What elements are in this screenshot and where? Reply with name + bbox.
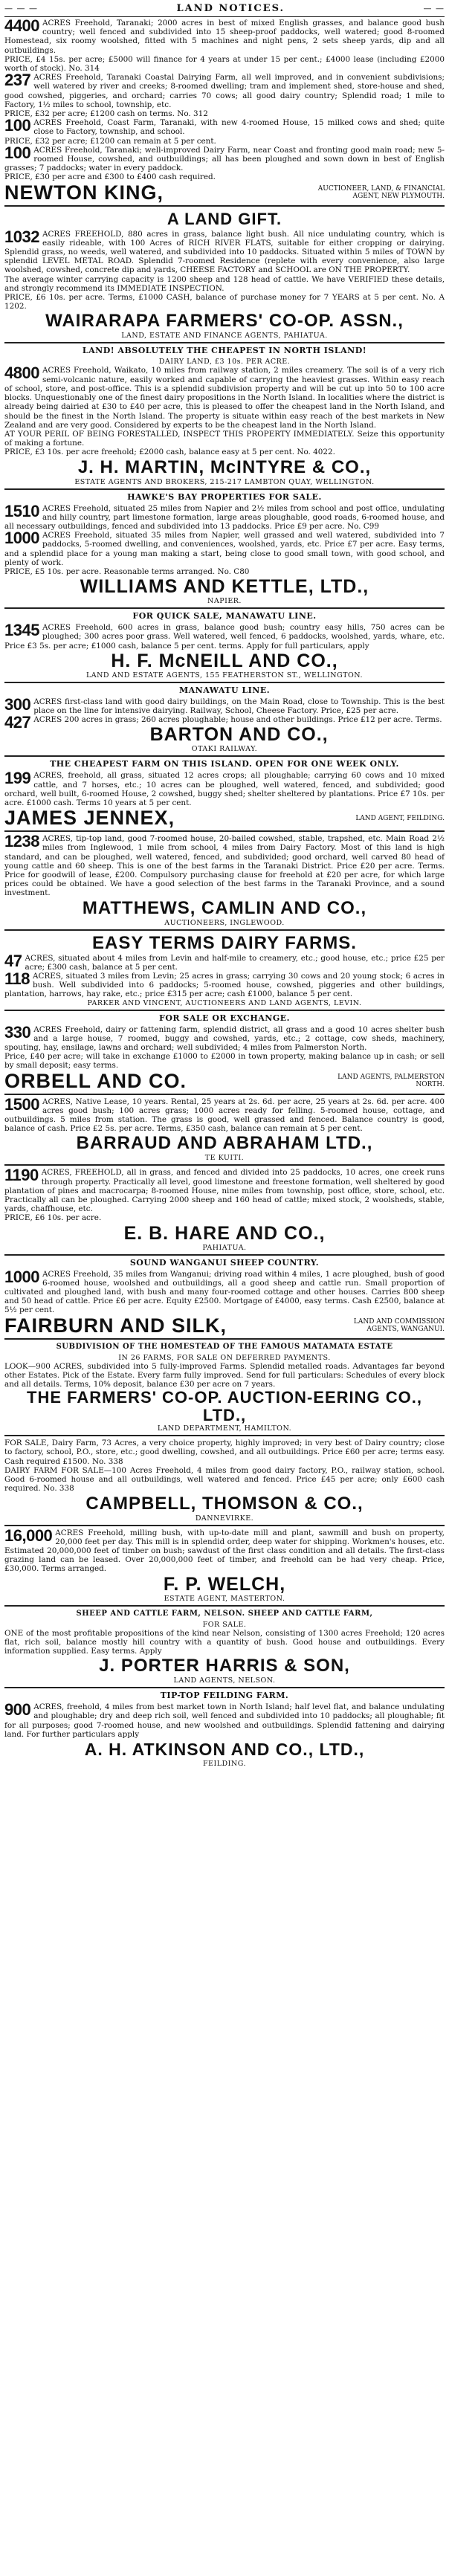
ad-porter-harris (4, 1609, 445, 1685)
agent-name: PARKER AND VINCENT, AUCTIONEERS AND LAND AGENTS, LEVIN. (87, 998, 362, 1007)
listing-text: DAIRY FARM FOR SALE—100 Acres Freehold, 4 miles from good dairy factory, P.O., railway station, school. Good 6-roomed house and all outbuildings, well watered and fenced. Price £45 per acre; only £600 cash required. No. 338 (4, 1465, 445, 1494)
listing-text: LOOK—900 ACRES, subdivided into 5 fully-improved Farms. Splendid metalled roads. Advantages far beyond other Estates. Pick of the Estate. Every farm fully improved. Send for full particulars: Schedules of every block and all details. Terms, 10% deposit, balance £30 per acre on 7 years. (4, 1361, 445, 1389)
listing (4, 1022, 445, 1071)
divider (4, 929, 445, 931)
listing (4, 771, 445, 807)
listing (4, 143, 445, 182)
listing (4, 1526, 445, 1574)
listing (4, 531, 445, 576)
listing-text: ONE of the most profitable propositions of the kind near Nelson, consisting of 1300 acres Freehold; 120 acres flat, rich soil, balance mostly hill country with a quantity of bush. Good house and outbuildings. Every information supplied. Easy terms. Apply (4, 1628, 445, 1656)
agent-name: WILLIAMS AND KETTLE, LTD., (80, 576, 369, 598)
listing-text: The average winter carrying capacity is 1200 sheep and 128 head of cattle. We have VERIFIED these details, and strongly recommend its IMMEDIATE INSPECTION. (4, 274, 445, 293)
acreage: 100 (4, 143, 31, 162)
acreage: 1000 (4, 1267, 39, 1286)
listing (4, 694, 445, 715)
listing (4, 118, 445, 146)
ad-headline: FOR QUICK SALE, MANAWATU LINE. (132, 611, 317, 622)
divider (4, 1010, 445, 1011)
listing (4, 1094, 445, 1134)
agent-address: LAND AGENT, FEILDING. (355, 814, 445, 822)
listing-text: ACRES 200 acres in grass; 260 acres ploughable; house and other buildings. Price £12 per acre. Terms. (33, 715, 442, 725)
ad-martin-mcintyre (4, 346, 445, 485)
acreage: 427 (4, 713, 31, 732)
agent-address: DANNEVIRKE. (195, 1514, 254, 1523)
agent-address: ESTATE AGENTS AND BROKERS, 215-217 LAMBTON QUAY, WELLINGTON. (74, 477, 375, 486)
divider (4, 1605, 445, 1607)
listing-price: PRICE, £32 per acre; £1200 cash on terms. No. 312 (4, 109, 208, 119)
divider (4, 1435, 445, 1436)
listing-text: AT YOUR PERIL OF BEING FORESTALLED, INSPECT THIS PROPERTY IMMEDIATELY. Seize this opportunity of making a fortune. (4, 429, 445, 448)
agent-address: LAND AGENTS, PALMERSTON NORTH. (337, 1074, 445, 1089)
acreage: 4800 (4, 364, 39, 383)
agent-address: NAPIER. (207, 597, 242, 606)
agent-address: LAND AGENTS, NELSON. (173, 1676, 276, 1685)
listing-text: ACRES Freehold, milling bush, with up-to-date mill and plant, sawmill and bush on property, 20,000 feet per day. This mill is in splendid order, deep water for shipping. Workmen's houses, etc. Estimated 20,000,000 feet of timber on bush; sawdust of the first class condition and all details. The first-class grazing land can be leased. Over 20,000,000 feet of timber, and freehold can be had very cheap. Price, £30,000. Terms arranged. (4, 1528, 445, 1574)
header-right-rule: — — (423, 3, 445, 13)
ad-hare (4, 1168, 445, 1251)
agent-address: ESTATE AGENT, MASTERTON. (164, 1594, 285, 1603)
listing (4, 1439, 445, 1466)
listing-text: ACRES, freehold, 4 miles from best market town in North Island; half level flat, and balance undulating and ploughable; dry and deep rich soil, well fenced and subdivided into 10 paddocks; all ploughable; fit for all purposes; good 7-roomed house, and new woolshed and outbuildings. Splendid fattening and dairying land. For further particulars apply (4, 1702, 445, 1739)
listing (4, 713, 445, 732)
agent-name: FAIRBURN AND SILK, (4, 1314, 227, 1337)
listing-text: ACRES FREEHOLD, 880 acres in grass, balance light bush. All nice undulating country, which is easily rideable, with 100 Acres of RICH RIVER FLATS, suitable for either cropping or dairying. Splendid grass, no weeds, well watered, and subdivided into 10 paddocks. Situated within 5 miles of TOWN by splendid LEVEL METAL ROAD. Splendid 7-roomed Residence (replete with every convenience, also large woolshed, cowshed, concrete dip and yards, CHEESE FACTORY and SCHOOL are ON THE PROPERTY. (4, 229, 445, 275)
ad-fairburn-silk (4, 1258, 445, 1336)
divider (4, 1254, 445, 1256)
ad-welch (4, 1526, 445, 1603)
agent-address: LAND AND COMMISSION AGENTS, WANGANUI. (353, 1318, 445, 1334)
ad-newton-king (4, 16, 445, 204)
ad-orbell (4, 1013, 445, 1091)
acreage: 900 (4, 1700, 31, 1720)
listing-text: ACRES Freehold, Coast Farm, Taranaki, with new 4-roomed House, 15 milked cows and shed; quite close to Factory, township, and school. (33, 118, 445, 137)
listing-price: PRICE, £3 10s. per acre freehold; £2000 cash, balance easy at 5 per cent. No. 4022. (4, 448, 335, 457)
listing (4, 16, 445, 74)
newspaper-column (4, 0, 445, 1768)
page-header (4, 1, 445, 15)
ad-headline: SUBDIVISION OF THE HOMESTEAD OF THE FAMOUS MATAMATA ESTATE (56, 1342, 393, 1351)
agent-address: AUCTIONEERS, INGLEWOOD. (164, 918, 285, 927)
agent-address: FEILDING. (202, 1759, 247, 1768)
ad-subheadline: DAIRY LAND, £3 10s. PER ACRE. (158, 358, 291, 367)
ad-jennex (4, 759, 445, 828)
agent-address: LAND, ESTATE AND FINANCE AGENTS, PAHIATUA. (121, 332, 328, 340)
listing-text: ACRES, FREEHOLD, all in grass, and fenced and divided into 25 paddocks, 10 acres, one creek runs through property. Practically all level, good limestone and freestone formation, well sheltered by good plantation of pines and macrocarpa; 8-roomed House, nine miles from township, post office, store, school, etc. Practically all can be ploughed. Carrying 2000 sheep and 160 head of cattle; mixed stock, 2 woolsheds, stable, yards, chaffhouse, etc. (4, 1168, 445, 1214)
acreage: 16,000 (4, 1526, 53, 1545)
listing (4, 1702, 445, 1739)
divider (4, 607, 445, 609)
listing-text: ACRES Freehold, dairy or fattening farm, splendid district, all grass and a good 10 acres shelter bush and a large house, 7 roomed, buggy and cowshed, yards, etc.; 2 cottage, cow sheds, machinery, spouting, hay, ensilage, lawns and orchard; well subdivided; 4 miles from Palmerston North. (4, 1024, 445, 1053)
divider (4, 830, 445, 832)
listing-text: ACRES Freehold, Taranaki Coastal Dairying Farm, all well improved, and in convenient subdivisions; well watered by river and creeks; 8-roomed dwelling; tram and implement shed, store-house and shed, good cowshed, piggeries, and orchard; carries 70 cows; all good dairy country; Splendid road; 1 mile to Factory, 1½ miles to school, township, etc. (4, 73, 445, 109)
agent-name: BARTON AND CO., (149, 724, 329, 746)
agent-name: WAIRARAPA FARMERS' CO-OP. ASSN., (45, 311, 404, 332)
listing-text: ACRES Freehold, Taranaki; well-improved Dairy Farm, near Coast and fronting good main road; new 5-roomed House, cowshed, and outbuildings; all has been ploughed and sown down in best of English grasses; 7 paddocks; water in every paddock. (4, 145, 445, 173)
ad-headline: FOR SALE OR EXCHANGE. (159, 1013, 290, 1023)
agent-address: LAND AND ESTATE AGENTS, 155 FEATHERSTON ST., WELLINGTON. (85, 671, 364, 679)
listing (4, 227, 445, 311)
listing-price: PRICE, £4 15s. per acre; £5000 will finance for 4 years at under 15 per cent.; £4000 lease (including £2000 worth of stock). No. 314 (4, 54, 445, 74)
listing-text: FOR SALE, Dairy Farm, 73 Acres, a very choice property, highly improved; in very best of Dairy country; close to factory, school, P.O., store, etc.; good dwelling, cowshed, and all outbuildings. Price £60 per acre; terms easy. Cash required £1500. No. 338 (4, 1439, 445, 1466)
acreage: 1345 (4, 621, 39, 640)
ad-subheadline: FOR SALE. (202, 1620, 247, 1629)
listing-text: ACRES Freehold, situated 35 miles from Napier, well grassed and well watered, subdivided into 7 paddocks, 5-roomed dwelling, and conveniences, woolshed, yards, etc. Price £7 per acre. Easy terms, and a splendid place for a young man making a start, being close to good small town, with good school, and plenty of work. (4, 531, 445, 567)
acreage: 1190 (4, 1166, 39, 1185)
acreage: 47 (4, 951, 22, 970)
ad-headline: THE CHEAPEST FARM ON THIS ISLAND. OPEN FOR ONE WEEK ONLY. (50, 759, 399, 769)
ad-headline: SOUND WANGANUI SHEEP COUNTRY. (129, 1257, 320, 1268)
agent-block (4, 183, 445, 203)
acreage: 1510 (4, 501, 39, 520)
acreage: 118 (4, 969, 30, 988)
agent-address: OTAKI RAILWAY. (191, 745, 258, 754)
acreage: 300 (4, 694, 31, 714)
ad-headline: HAWKE'S BAY PROPERTIES FOR SALE. (127, 491, 322, 502)
ad-barton (4, 685, 445, 754)
agent-block (4, 808, 445, 828)
ad-atkinson (4, 1691, 445, 1768)
divider (4, 682, 445, 683)
listing (4, 951, 445, 972)
listing-price: PRICE, £30 per acre and £300 to £400 cash required. (4, 172, 216, 182)
ad-campbell-thomson (4, 1439, 445, 1522)
listing (4, 834, 445, 897)
acreage: 1238 (4, 832, 39, 851)
agent-name: ORBELL AND CO. (4, 1069, 187, 1092)
acreage: 237 (4, 71, 31, 90)
ad-mcneill (4, 611, 445, 679)
agent-address: PAHIATUA. (202, 1243, 247, 1252)
agent-name: BARRAUD AND ABRAHAM LTD., (76, 1133, 373, 1154)
acreage: 1000 (4, 529, 39, 548)
acreage: 1500 (4, 1094, 39, 1114)
listing-text: ACRES, situated about 4 miles from Levin and half-mile to creamery, etc.; good house, etc.; price £25 per acre; £300 cash, balance at 5 per cent. (25, 953, 445, 972)
ad-headline: EASY TERMS DAIRY FARMS. (92, 932, 357, 953)
divider (4, 205, 445, 207)
listing-text: ACRES Freehold, 35 miles from Wanganui; driving road within 4 miles, 1 acre ploughed, bush of good 6-roomed house, woolshed and outbuildings, all a good sheep and cattle run. Small proportion of cultivated and ploughed land, with bush and many four-roomed cottage and other houses. Carries 800 sheep and 50 head of cattle. Price £6 per acre. Equity £2500. Mortgage of £4000, easy terms. Cash £2500, balance at 5½ per cent. (4, 1269, 445, 1315)
listing (4, 73, 445, 118)
divider (4, 1164, 445, 1166)
agent-name: CAMPBELL, THOMSON & CO., (85, 1493, 364, 1514)
agent-name: A. H. ATKINSON AND CO., LTD., (84, 1739, 365, 1759)
listing-text: ACRES, situated 3 miles from Levin; 25 acres in grass; carrying 30 cows and 20 young stock; 6 acres in bush. Well subdivided into 6 paddocks; 5-roomed house, cowshed, piggeries and other buildings, plantation, harrows, hay rake, etc.; price £315 per acre; cash £1000, balance 5 per cent. (4, 972, 445, 999)
header-left-rule: — — — (4, 3, 38, 13)
listing-price: PRICE, £5 10s. per acre. Reasonable terms arranged. No. C80 (4, 566, 250, 576)
ad-barraud-abraham (4, 1094, 445, 1163)
agent-name: MATTHEWS, CAMLIN AND CO., (82, 897, 367, 918)
ad-matthews-camlin (4, 834, 445, 926)
ad-headline: TIP-TOP FEILDING FARM. (160, 1691, 289, 1701)
ad-headline: A LAND GIFT. (167, 209, 282, 228)
ad-parker-vincent (4, 933, 445, 1007)
agent-name: H. F. McNEILL AND CO., (111, 650, 338, 671)
divider (4, 16, 445, 17)
listing (4, 969, 445, 999)
divider (4, 755, 445, 757)
agent-address: TE KUITI. (204, 1154, 245, 1163)
ad-headline: SHEEP AND CATTLE FARM, NELSON. SHEEP AND CATTLE FARM, (76, 1609, 373, 1618)
section-title: LAND NOTICES. (176, 2, 285, 14)
ad-land-gift (4, 209, 445, 340)
divider (4, 488, 445, 490)
ad-headline: LAND! ABSOLUTELY THE CHEAPEST IN NORTH ISLAND! (82, 346, 367, 356)
listing-text: ACRES Freehold, 600 acres in grass, balance good bush; country easy hills, 750 acres can be ploughed; 300 acres poor grass. Well watered, well fenced, 6 paddocks, woolshed, yards, whare, etc. Price £3 5s. per acre; £1000 cash, balance 5 per cent. terms. Apply for full particulars, apply (4, 623, 445, 651)
listing (4, 501, 445, 532)
listing (4, 1466, 445, 1494)
agent-name: NEWTON KING, (4, 181, 164, 204)
listing (4, 1629, 445, 1656)
listing-text: ACRES Freehold, Waikato, 10 miles from railway station, 2 miles creamery. The soil is of a very rich semi-volcanic nature, easily worked and capable of carrying the heaviest grasses. Within easy reach of school, store, and post-office. This is a splendid subdivision property and will be cut up into 50 to 100 acre blocks. Unquestionably one of the finest dairy propositions in the North Island. In localities where the district is already being dairied at £30 to £40 per acre, this is pleased to offer the cheapest land in the North Island, and should be the finest in the North Island. The property is situate within easy reach of the best markets in New Zealand and are very good. Considered by experts to be the cheapest land in the North Island. (4, 366, 445, 430)
divider (4, 1094, 445, 1095)
agent-name: JAMES JENNEX, (4, 807, 175, 830)
listing (4, 1362, 445, 1389)
divider (4, 1338, 445, 1340)
listing-text: ACRES Freehold, situated 25 miles from Napier and 2½ miles from school and post office, undulating and hilly country, part limestone formation, large areas ploughable, good roads, 6-roomed house, and all necessary outbuildings, fenced and subdivided into 13 paddocks. Price £9 per acre. No. C99 (4, 503, 445, 531)
agent-block (4, 1316, 445, 1336)
agent-name: F. P. WELCH, (163, 1573, 286, 1595)
agent-name: E. B. HARE AND CO., (123, 1222, 326, 1244)
agent-name: J. PORTER HARRIS & SON, (99, 1656, 350, 1676)
listing (4, 1168, 445, 1222)
ad-williams-kettle (4, 492, 445, 606)
listing-price: Price, £40 per acre; will take in exchange £1000 to £2000 in town property, making balance up in cash; or sell by small deposit; easy terms. (4, 1052, 445, 1071)
acreage: 4400 (4, 16, 39, 35)
divider (4, 1687, 445, 1688)
ad-farmers-coop (4, 1342, 445, 1433)
agent-name: J. H. MARTIN, McINTYRE & CO., (77, 456, 372, 477)
listing-text: ACRES, tip-top land, good 7-roomed house, 20-bailed cowshed, stable, trapshed, etc. Main Road 2½ miles from Inglewood, 1 mile from school, 4 miles from Dairy Factory. Most of this land is high standard, and can be ploughed, well watered, fenced, and subdivided; good orchard, well carved 80 head of young cattle and 60 sheep. This is one of the best farms in the Taranaki District. Price £20 per acre. Terms. Price for goodwill of lease, £200. Compulsory purchasing clause for freehold at £20 per acre, for which large prices could be obtained. We have a good selection of the best farms in the Taranaki Province, and a sound investment. (4, 834, 445, 898)
agent-address: AUCTIONEER, LAND, & FINANCIAL AGENT, NEW PLYMOUTH. (317, 185, 445, 201)
acreage: 330 (4, 1022, 31, 1042)
listing (4, 366, 445, 456)
ad-headline: MANAWATU LINE. (178, 685, 271, 695)
listing (4, 1267, 445, 1315)
divider (4, 342, 445, 343)
acreage: 199 (4, 769, 31, 788)
acreage: 1032 (4, 227, 39, 246)
listing-price: PRICE, £6 10s. per acre. (4, 1213, 102, 1223)
ad-subheadline: IN 26 FARMS, FOR SALE ON DEFERRED PAYMENTS. (118, 1353, 331, 1362)
divider (4, 1525, 445, 1526)
agent-block (4, 1071, 445, 1091)
listing (4, 623, 445, 651)
agent-address: LAND DEPARTMENT, HAMILTON. (157, 1424, 292, 1433)
listing-text: ACRES first-class land with good dairy buildings, on the Main Road, close to Township. This is the best place on the line for intensive dairying. Railway, School, Cheese Factory. Price, £25 per acre. (33, 697, 445, 715)
listing-price: PRICE, £6 10s. per acre. Terms, £1000 CASH, balance of purchase money for 7 YEARS at 5 per cent. No. A 1202. (4, 293, 445, 311)
listing-price: PRICE, £32 per acre; £1200 can remain at 5 per cent. (4, 136, 216, 146)
listing-text: ACRES Freehold, Taranaki; 2000 acres in best of mixed English grasses, and balance good bush country; well fenced and subdivided into 15 sheep-proof paddocks, well watered; good 8-roomed Homestead, six roomy woolshed, fitted with 5 machines and night pens, 2 sets sheep yards, dip and all outbuildings. (4, 19, 445, 55)
agent-name: THE FARMERS' CO-OP. AUCTION-EERING CO., LTD., (27, 1388, 422, 1425)
listing-text: ACRES, Native Lease, 10 years. Rental, 25 years at 2s. 6d. per acre, 25 years at 2s. 6d. per acre. 400 acres good bush; 100 acres grass; 1000 acres ready for felling. 5-roomed house, cottage, and outbuildings. 5 miles from station. The grass is good, well grassed and fenced. Balance country is good, balance of cash. Price £2 5s. per acre. Terms, £350 cash, balance can remain at 5 per cent. (4, 1097, 445, 1134)
listing-text: ACRES, freehold, all grass, situated 12 acres crops; all ploughable; carrying 60 cows and 10 mixed cattle, and 7 horses, etc.; 10 acres can be ploughed, well watered, fenced, and subdivided; good orchard, well built, 6-roomed House, 2 cowshed, buggy shed; shelter sheltered by plantations. Price £7 10s. per acre. £1000 cash. Terms 10 years at 5 per cent. (4, 771, 445, 807)
acreage: 100 (4, 116, 31, 135)
